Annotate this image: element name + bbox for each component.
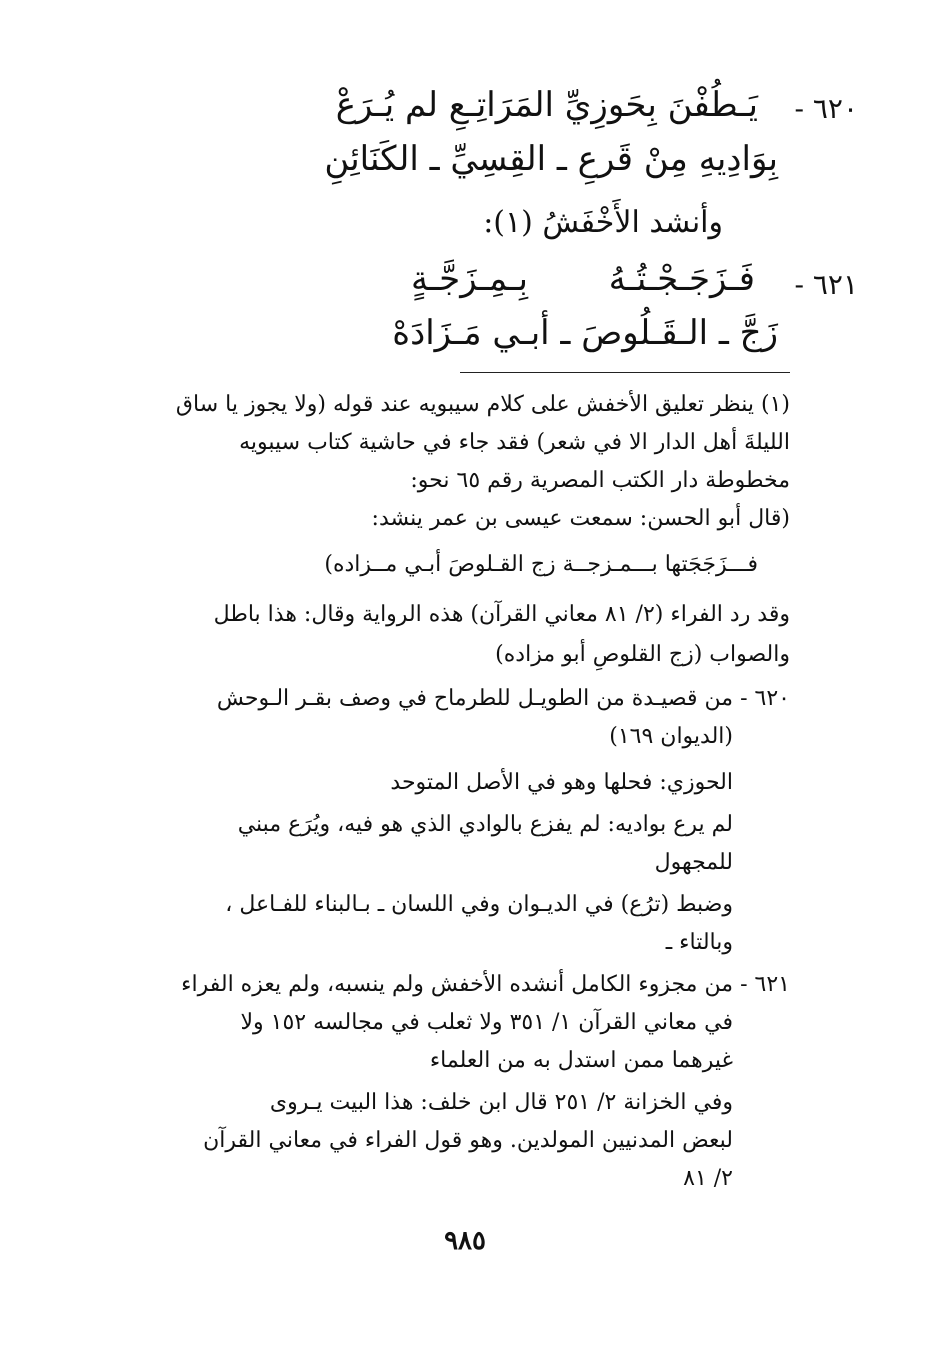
footnote-1-cont-line-1: وقد رد الفراء (٢/ ٨١ معاني القرآن) هذه الرواية وقال: هذا باطل <box>213 602 790 627</box>
footnote-1-line-3: مخطوطة دار الكتب المصرية رقم ٦٥ نحو: <box>410 468 790 493</box>
footnote-1-line-2: الليلةَ أهل الدار الا في شعر) فقد جاء في حاشية كتاب سيبويه <box>239 430 790 455</box>
note-621-line-6: ٢/ ٨١ <box>683 1166 733 1191</box>
note-620-gloss-2-line-2: للمجهول <box>654 850 733 875</box>
footnote-1-cont-line-2: والصواب (زج القلوصِ أبو مزاده) <box>495 642 790 667</box>
note-621-line-5: لبعض المدنيين المولدين. وهو قول الفراء في معاني القرآن <box>203 1128 733 1153</box>
verse-621-line-1-first: فَـزَجَـجْـتُـهُ <box>608 259 755 299</box>
note-621-line-4: وفي الخزانة ٢/ ٢٥١ قال ابن خلف: هذا البيت يـروى <box>269 1090 733 1115</box>
footnote-1-line-4: (قال أبو الحسن: سمعت عيسى بن عمر ينشد: <box>371 506 790 531</box>
footnote-1-line-1: (١) ينظر تعليق الأخفش على كلام سيبويه عند قوله (ولا يجوز يا ساق <box>175 392 790 417</box>
verse-620-line-2: بِوَادِيهِ مِنْ قَرعِ ـ القِسِيِّ ـ الكَنَائِنِ <box>324 139 778 179</box>
note-620-gloss-3-line-2: وبالتاء ـ <box>665 930 733 955</box>
page-number: ٩٨٥ <box>444 1226 486 1256</box>
note-620-gloss-2-line-1: لم يرع بواديه: لم يفزع بالوادي الذي هو فيه، ويُرَع مبني <box>237 812 733 837</box>
footnote-separator <box>460 372 790 373</box>
verse-621-line-1-second: بِـمِـزَجَّـةٍ <box>410 259 528 299</box>
note-621-line-3: غيرهما ممن استدل به من العلماء <box>429 1048 733 1073</box>
verse-620-line-1: يَـطُفْنَ بِحَوزِيِّ المَرَاتِـعِ لم يُـرَعْ <box>335 85 758 125</box>
note-621-line-2: في معاني القرآن ١/ ٣٥١ ولا ثعلب في مجالسه ١٥٢ ولا <box>240 1010 733 1035</box>
note-620-gloss-3-line-1: وضبط (ترُع) في الديـوان وفي اللسان ـ بـالبناء للفـاعل ، <box>225 892 733 917</box>
note-620-number: ٦٢٠ - <box>740 686 790 711</box>
note-621-number: ٦٢١ - <box>740 972 790 997</box>
note-620-gloss-1: الحوزي: فحلها وهو في الأصل المتوحد <box>390 770 733 795</box>
verse-621-line-2: زَجَّ ـ الـقَـلُوصَ ـ أبـي مَـزَادَهْ <box>392 313 778 353</box>
verse-621-intro: وأنشد الأَخْفَشُ (١): <box>483 205 723 240</box>
footnote-1-quoted-verse: فـــزَجَجَتها بـــمـزجــة زج القـلوصَ أبـي مــزاده) <box>324 552 758 577</box>
verse-number-621: ٦٢١ - <box>794 268 858 301</box>
note-621-line-1: من مجزوء الكامل أنشده الأخفش ولم ينسبه، ولم يعزه الفراء <box>181 972 733 997</box>
verse-number-620: ٦٢٠ - <box>794 92 858 125</box>
note-620-line-1: من قصيـدة من الطويـل للطرماح في وصف بقـر الـوحش <box>216 686 733 711</box>
note-620-line-2: (الديوان ١٦٩) <box>609 724 733 749</box>
